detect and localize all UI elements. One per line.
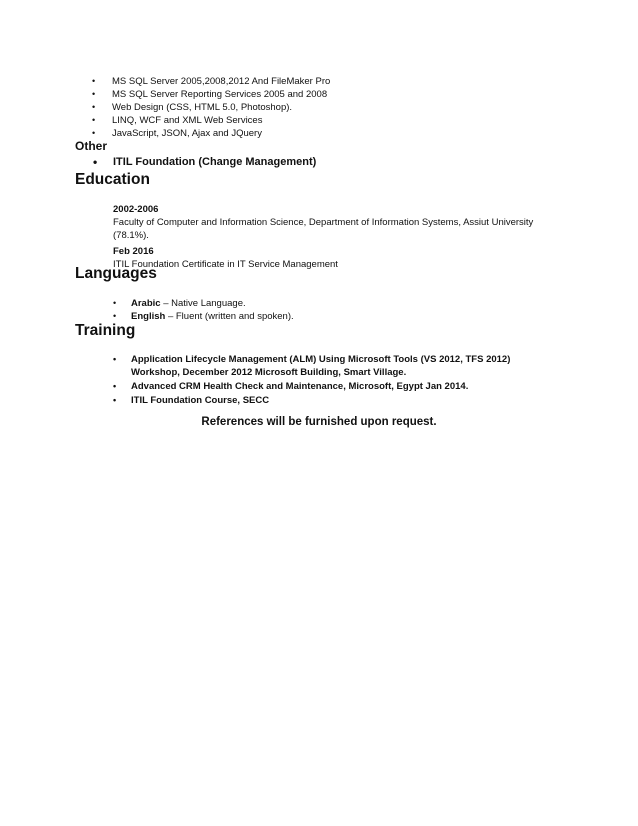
education-text: Faculty of Computer and Information Science, Department of Information Systems, Assiut University (78.1%). <box>113 217 534 241</box>
education-entry <box>113 203 553 242</box>
education-heading: Education <box>75 171 150 188</box>
language-name: English <box>131 311 166 322</box>
language-detail: – Native Language. <box>160 298 246 309</box>
languages-heading: Languages <box>75 265 157 282</box>
education-year: Feb 2016 <box>113 246 154 257</box>
list-item: • Application Lifecycle Management (ALM) Using Microsoft Tools (VS 2012, TFS 2012) Workshop, December 2012 Microsoft Building, Smart Village. <box>113 354 511 378</box>
references-note: References will be furnished upon request. <box>201 416 437 428</box>
list-item: • MS SQL Server 2005,2008,2012 And FileMaker Pro <box>92 76 331 87</box>
list-item: • LINQ, WCF and XML Web Services <box>92 115 263 126</box>
other-item: • ITIL Foundation (Change Management) <box>93 155 317 169</box>
list-item: • Arabic – Native Language. <box>113 298 246 309</box>
list-item: • MS SQL Server Reporting Services 2005 and 2008 <box>92 89 328 100</box>
education-year: 2002-2006 <box>113 204 159 215</box>
list-item: • JavaScript, JSON, Ajax and JQuery <box>92 128 262 139</box>
list-item: • ITIL Foundation Course, SECC <box>113 395 270 406</box>
education-text: ITIL Foundation Certificate in IT Service Management <box>113 259 338 270</box>
list-item: • Advanced CRM Health Check and Maintenance, Microsoft, Egypt Jan 2014. <box>113 381 469 392</box>
other-heading: Other <box>75 139 108 153</box>
language-name: Arabic <box>131 298 161 309</box>
training-heading: Training <box>75 322 136 339</box>
skills-list <box>92 75 515 140</box>
list-item: • English – Fluent (written and spoken). <box>113 311 294 322</box>
language-detail: – Fluent (written and spoken). <box>165 311 294 322</box>
education-section <box>113 203 553 274</box>
list-item: • Web Design (CSS, HTML 5.0, Photoshop). <box>92 102 293 113</box>
training-list <box>113 353 553 407</box>
education-entry <box>113 245 553 271</box>
languages-list <box>113 297 513 323</box>
